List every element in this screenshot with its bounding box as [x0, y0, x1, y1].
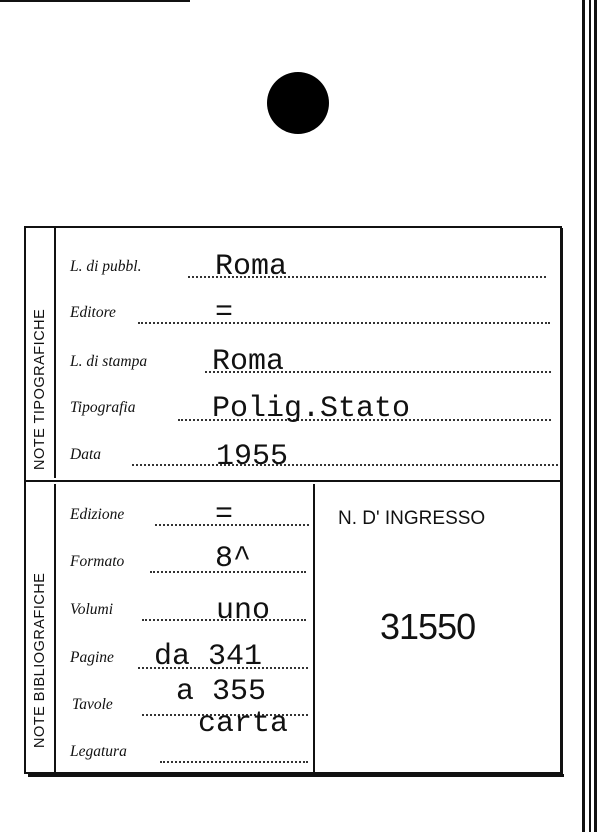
- field-value: 1955: [216, 440, 289, 474]
- card-top-edge: [0, 0, 190, 2]
- label-column-divider: [54, 228, 56, 478]
- field-label: Data: [70, 446, 101, 463]
- field-label: Formato: [70, 553, 125, 570]
- field-label: Legatura: [70, 743, 127, 760]
- field-value: Roma: [215, 250, 288, 284]
- section-label-bibliografiche: NOTE BIBLIOGRAFICHE: [32, 572, 48, 748]
- field-label: L. di pubbl.: [70, 258, 142, 275]
- card-right-edge: [589, 0, 591, 832]
- box-shadow-line: [28, 774, 564, 777]
- field-value: =: [215, 498, 234, 532]
- field-value: =: [215, 296, 234, 330]
- card-right-edge: [582, 0, 585, 832]
- field-value: 8^: [215, 542, 252, 576]
- field-label: Tavole: [72, 696, 113, 713]
- ingresso-column-divider: [313, 484, 315, 772]
- field-label: Volumi: [70, 601, 114, 618]
- dotted-line: [132, 464, 558, 466]
- punch-hole: [267, 72, 329, 134]
- field-label: Tipografia: [70, 399, 136, 416]
- card-right-edge: [594, 0, 597, 832]
- ingresso-title: N. D' INGRESSO: [338, 508, 486, 529]
- field-label: Pagine: [70, 649, 114, 666]
- field-label: Editore: [70, 304, 116, 321]
- dotted-line: [160, 761, 308, 763]
- field-value: Roma: [212, 345, 285, 379]
- field-value: uno: [216, 594, 271, 628]
- field-value: da 341: [154, 640, 263, 674]
- section-label-tipografiche: NOTE TIPOGRAFICHE: [32, 308, 48, 470]
- field-value: Polig.Stato: [212, 392, 411, 426]
- dotted-line: [138, 322, 550, 324]
- field-value: a 355: [176, 675, 267, 709]
- ingresso-number: 31550: [380, 606, 476, 647]
- label-column-divider: [54, 484, 56, 772]
- field-value-extra: carta: [198, 707, 289, 741]
- box-shadow-line: [560, 228, 563, 776]
- section-divider: [24, 480, 562, 482]
- field-label: L. di stampa: [70, 353, 148, 370]
- field-label: Edizione: [70, 506, 125, 523]
